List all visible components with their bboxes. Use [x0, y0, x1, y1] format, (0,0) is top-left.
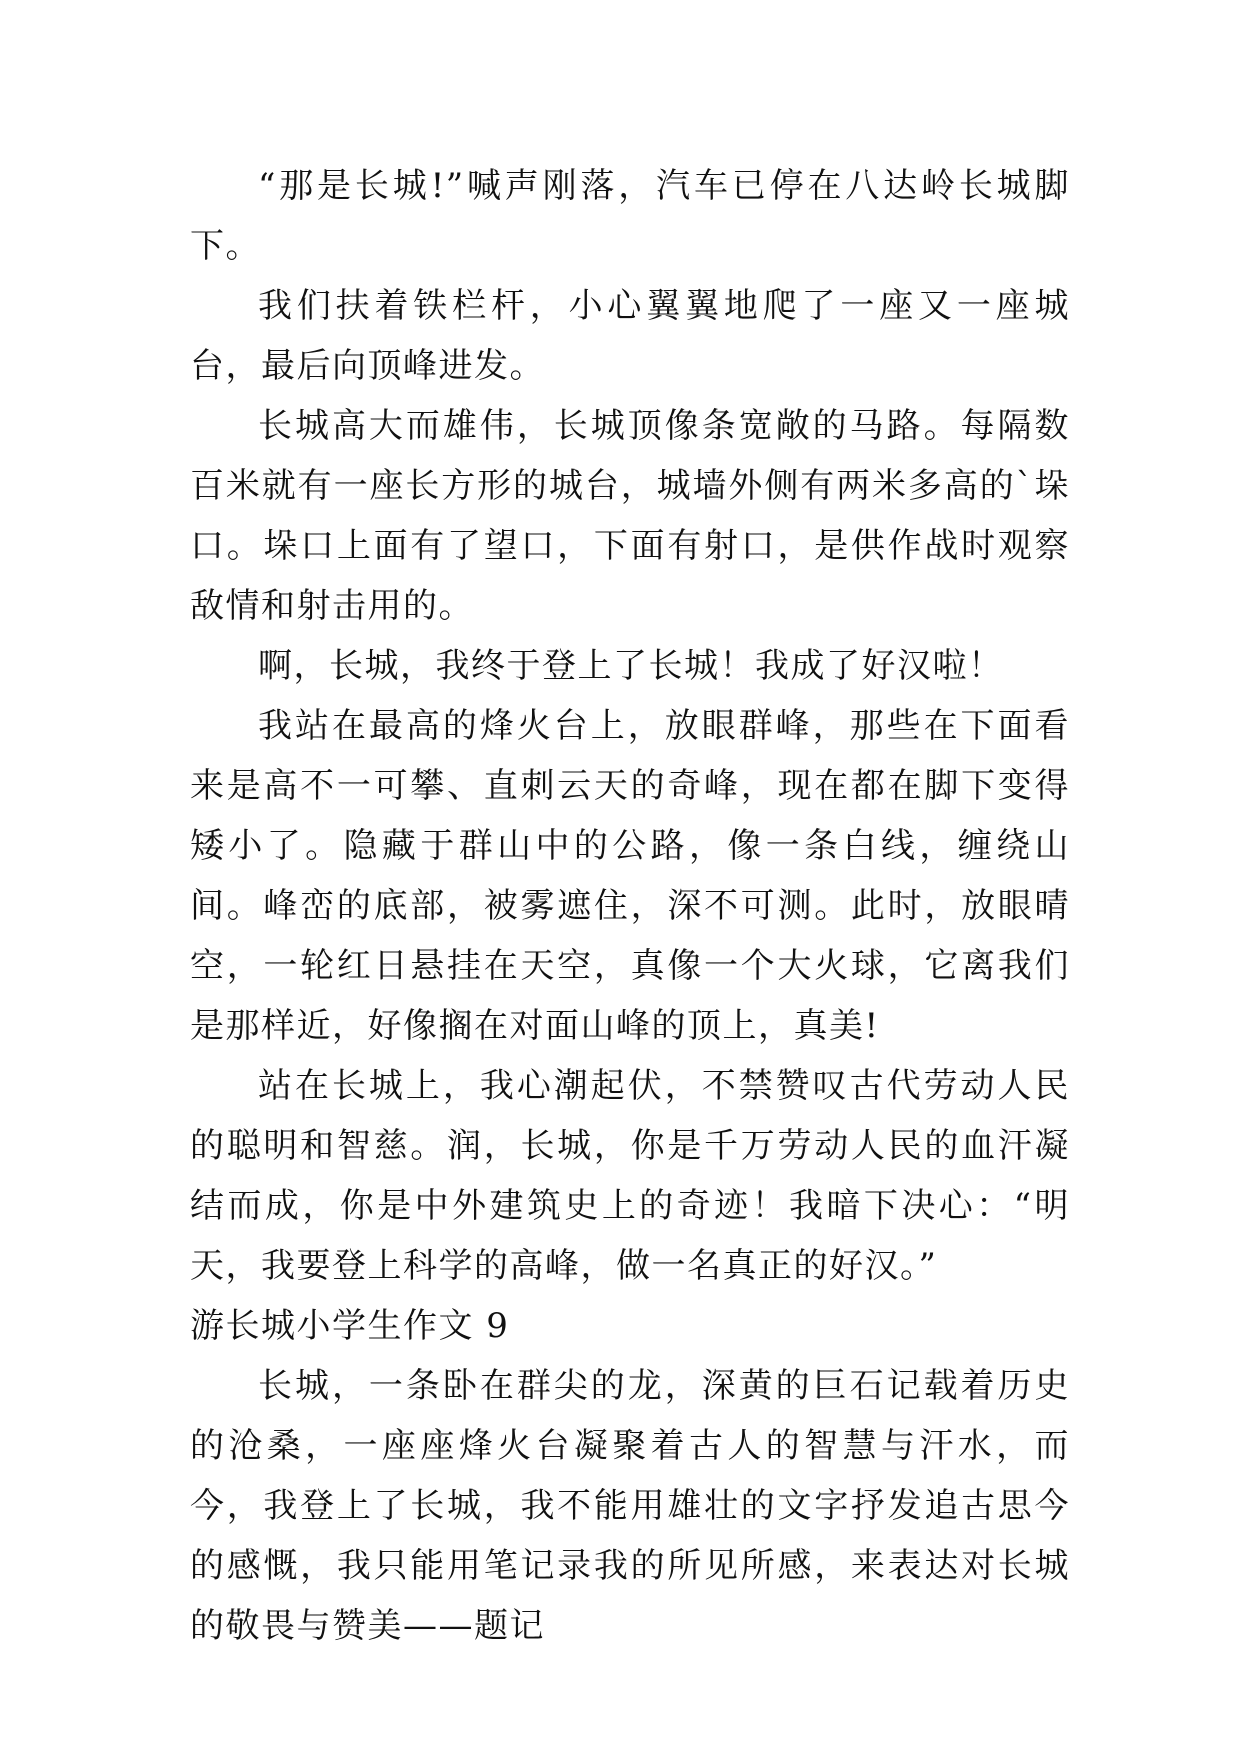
- document-body: [190, 156, 1070, 1656]
- paragraph-arrival: “那是长城!”喊声刚落，汽车已停在八达岭长城脚下。: [190, 166, 1070, 266]
- paragraph-beacon-view: 我站在最高的烽火台上，放眼群峰，那些在下面看来是高不一可攀、直刺云天的奇峰，现在都在脚下变得矮小了。隐藏于群山中的公路，像一条白线，缠绕山间。峰峦的底部，被雾遮住，深不可测。此时，放眼晴空，一轮红日悬挂在天空，真像一个大火球，它离我们是那样近，好像搁在对面山峰的顶上，真美!: [190, 706, 1070, 1046]
- paragraph-exclamation: 啊，长城，我终于登上了长城！我成了好汉啦！: [258, 646, 1004, 686]
- section-title: 游长城小学生作文 9: [190, 1306, 510, 1346]
- paragraph-wall-description: 长城高大而雄伟，长城顶像条宽敞的马路。每隔数百米就有一座长方形的城台，城墙外侧有两米多高的`垛口。垛口上面有了望口，下面有射口，是供作战时观察敌情和射击用的。: [190, 406, 1070, 626]
- paragraph-epigraph: 长城，一条卧在群尖的龙，深黄的巨石记载着历史的沧桑，一座座烽火台凝聚着古人的智慧与汗水，而今，我登上了长城，我不能用雄壮的文字抒发追古思今的感慨，我只能用笔记录我的所见所感，来表达对长城的敬畏与赞美——题记: [190, 1366, 1070, 1646]
- paragraph-climbing: 我们扶着铁栏杆，小心翼翼地爬了一座又一座城台，最后向顶峰进发。: [190, 286, 1070, 386]
- paragraph-reflection: 站在长城上，我心潮起伏，不禁赞叹古代劳动人民的聪明和智慈。润，长城，你是千万劳动人民的血汗凝结而成，你是中外建筑史上的奇迹！我暗下决心：“明天，我要登上科学的高峰，做一名真正的好汉。”: [190, 1066, 1070, 1286]
